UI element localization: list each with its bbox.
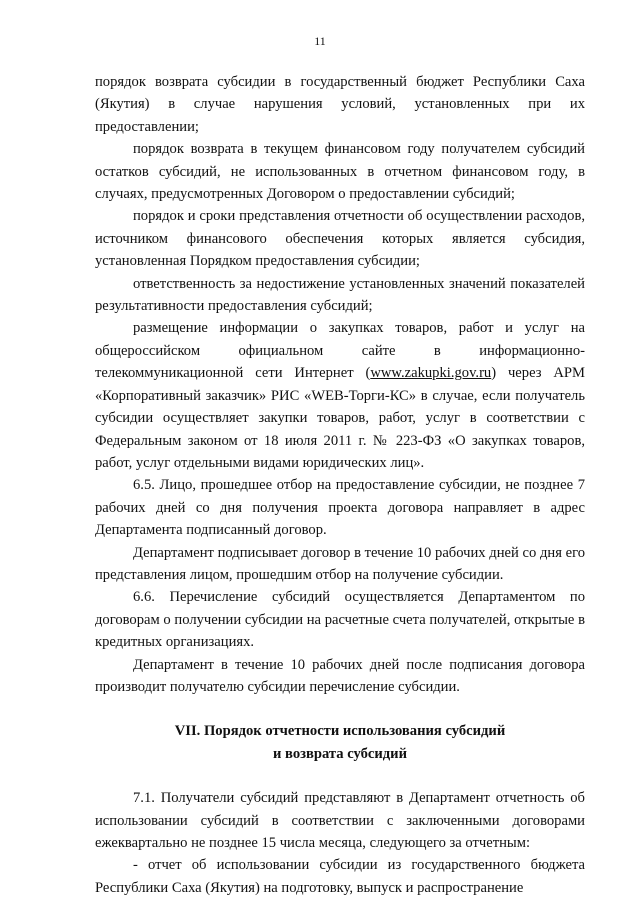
paragraph-report-item: - отчет об использовании субсидии из государственного бюджета Республики Саха (Якутия) на подготовку, выпуск и распространение — [95, 857, 585, 896]
paragraph-transfer-subsidy: Департамент в течение 10 рабочих дней после подписания договора производит получателю субсидии перечисление субсидии. — [95, 656, 585, 695]
paragraph-responsibility: ответственность за недостижение установленных значений показателей результативности предоставления субсидий; — [95, 275, 585, 315]
section-heading-line2: и возврата субсидий — [273, 745, 407, 762]
section-heading-line1: VII. Порядок отчетности использования субсидий — [174, 723, 506, 740]
paragraph-procurement-info — [95, 317, 585, 474]
document-body — [95, 71, 585, 899]
spacer — [95, 698, 585, 720]
paragraph-department-signs: Департамент подписывает договор в течение 10 рабочих дней со дня его представления лицом, прошедшим отбор на получение субсидии. — [95, 544, 585, 583]
paragraph-7-1: 7.1. Получатели субсидий представляют в Департамент отчетность об использовании субсидий в соответствии с заключенными договорами ежеквартально не позднее 15 числа месяца, следующего за отчетным: — [95, 790, 585, 851]
procurement-text-before: размещение информации о закупках товаров, работ и услуг на общероссийском официальном сайте в информационно-телекоммуникационной сети Интернет ( — [95, 320, 585, 382]
paragraph-unused-balance-refund: порядок возврата в текущем финансовом году получателем субсидий остатков субсидий, не использованных в отчетном финансовом году, в случаях, предусмотренных Договором о предоставлении субсидий; — [95, 141, 585, 203]
paragraph-refund-order: порядок возврата субсидии в государственный бюджет Республики Саха (Якутия) в случае нарушения условий, установленных при их предоставлении; — [95, 74, 585, 135]
paragraph-reporting-terms: порядок и сроки представления отчетности об осуществлении расходов, источником финансового обеспечения которых является субсидия, установленная Порядком предоставления субсидии; — [95, 208, 585, 270]
page-number: 11 — [314, 34, 326, 48]
zakupki-link[interactable]: www.zakupki.gov.ru — [370, 365, 492, 382]
spacer — [95, 765, 585, 787]
procurement-text-after: ) через АРМ «Корпоративный заказчик» РИС «WEB-Торги-КС» в случае, если получатель субсидии осуществляет закупки товаров, работ, услуг в соответствии с Федеральным законом от 18 июля 2011 г. № 223-ФЗ «О закупках товаров, работ, услуг отдельными видами юридических лиц». — [95, 365, 585, 471]
paragraph-6-5: 6.5. Лицо, прошедшее отбор на предоставление субсидии, не позднее 7 рабочих дней со дня получения проекта договора направляет в адрес Департамента подписанный договор. — [95, 477, 585, 539]
paragraph-6-6: 6.6. Перечисление субсидий осуществляется Департаментом по договорам о получении субсидии на расчетные счета получателей, открытые в кредитных организациях. — [95, 589, 585, 651]
